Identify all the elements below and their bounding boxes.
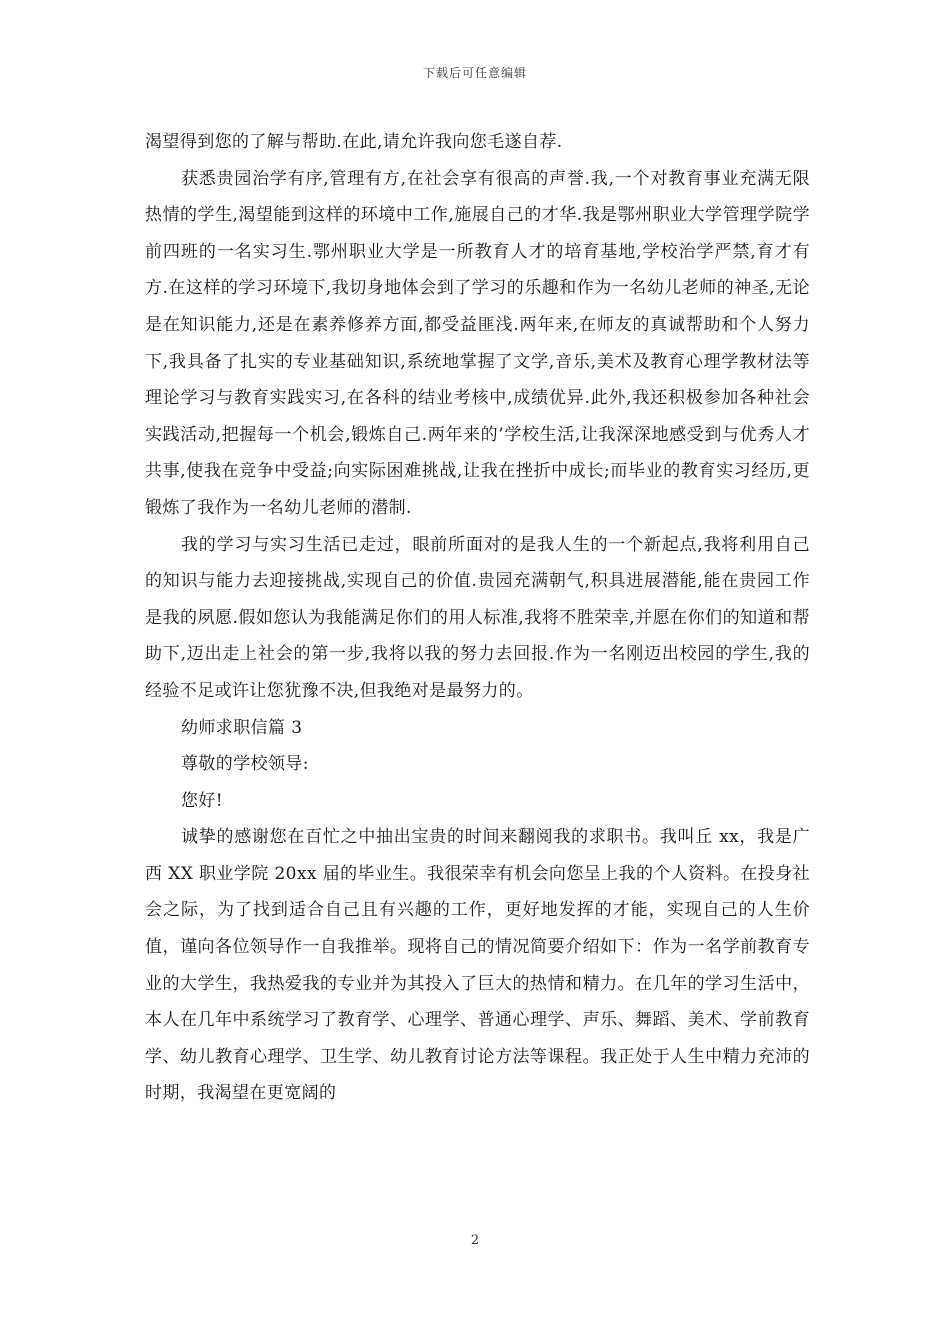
page-number: 2 xyxy=(470,1233,480,1248)
greeting: 您好! xyxy=(181,790,224,811)
section-heading: 幼师求职信篇 3 xyxy=(181,717,303,738)
paragraph-aspiration: 我的学习与实习生活已走过，眼前所面对的是我人生的一个新起点,我将利用自己的知识与能力去迎接挑战,实现自己的价值.贵园充满朝气,积具进展潜能,能在贵园工作是我的夙愿.假如您认为我能满足你们的用人标准,我将不胜荣幸,并愿在你们的知道和帮助下,迈出走上社会的第一步,我将以我的努力去回报.作为一名刚迈出校园的学生,我的经验不足或许让您犹豫不决,但我绝对是最努力的。 xyxy=(145,534,810,701)
paragraph-intro-continuation: 渴望得到您的了解与帮助.在此,请允许我向您毛遂自荐. xyxy=(145,132,563,152)
salutation: 尊敬的学校领导: xyxy=(181,754,309,775)
page-header: 下载后可任意编辑 xyxy=(422,66,527,80)
paragraph-self-introduction: 诚挚的感谢您在百忙之中抽出宝贵的时间来翻阅我的求职书。我叫丘 xx，我是广西 XX 职业学院 20xx 届的毕业生。我很荣幸有机会向您呈上我的个人资料。在投身社会之际，为了找到适合自己且有兴趣的工作，更好地发挥的才能，实现自己的人生价值，谨向各位领导作一自我推举。现将自己的情况简要介绍如下：作为一名学前教育专业的大学生，我热爱我的专业并为其投入了巨大的热情和精力。在几年的学习生活中，本人在几年中系统学习了教育学、心理学、普通心理学、声乐、舞蹈、美术、学前教育学、幼儿教育心理学、卫生学、幼儿教育讨论方法等课程。我正处于人生中精力充沛的时期，我渴望在更宽阔的 xyxy=(145,827,810,1104)
paragraph-school-background: 获悉贵园治学有序,管理有方,在社会享有很高的声誉.我,一个对教育事业充满无限热情的学生,渴望能到这样的环境中工作,施展自己的才华.我是鄂州职业大学管理学院学前四班的一名实习生.鄂州职业大学是一所教育人才的培育基地,学校治学严禁,育才有方.在这样的学习环境下,我切身地体会到了学习的乐趣和作为一名幼儿老师的神圣,无论是在知识能力,还是在素养修养方面,都受益匪浅.两年来,在师友的真诚帮助和个人努力下,我具备了扎实的专业基础知识,系统地掌握了文学,音乐,美术及教育心理学教材法等理论学习与教育实践实习,在各科的结业考核中,成绩优异.此外,我还积极参加各种社会实践活动,把握每一个机会,锻炼自己.两年来的’学校生活,让我深深地感受到与优秀人才共事,使我在竞争中受益;向实际困难挑战,让我在挫折中成长;而毕业的教育实习经历,更锻炼了我作为一名幼儿老师的潜制. xyxy=(145,168,810,518)
document-body xyxy=(145,124,810,1112)
